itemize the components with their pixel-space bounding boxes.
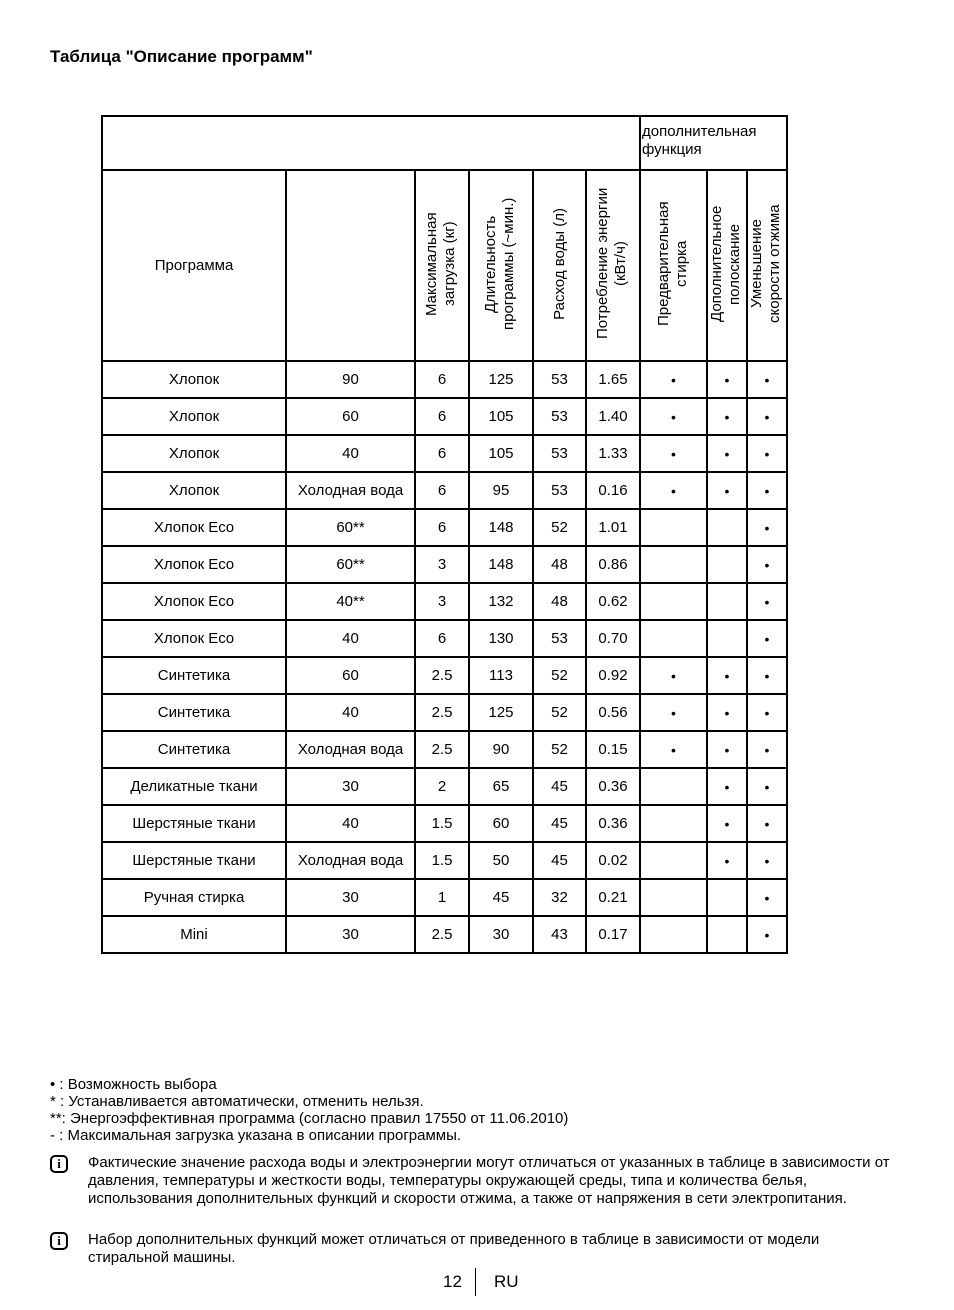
cell-energy: 0.02 [586, 842, 640, 879]
cell-spin-reduce: • [747, 879, 787, 916]
additional-function-header: дополнительная функция [640, 116, 787, 170]
cell-max-load: 6 [415, 509, 469, 546]
cell-extra-rinse [707, 509, 747, 546]
cell-duration: 148 [469, 546, 533, 583]
cell-max-load: 3 [415, 583, 469, 620]
cell-duration: 30 [469, 916, 533, 953]
cell-temperature: 60** [286, 509, 415, 546]
language-code: RU [494, 1272, 519, 1291]
header-prewash: Предварительная стирка [640, 170, 707, 361]
cell-water: 52 [533, 694, 586, 731]
cell-extra-rinse: • [707, 472, 747, 509]
cell-max-load: 6 [415, 620, 469, 657]
cell-extra-rinse [707, 879, 747, 916]
cell-program: Хлопок Eco [102, 583, 286, 620]
cell-temperature: 40 [286, 620, 415, 657]
table-body [102, 361, 787, 953]
table-row [102, 916, 787, 953]
cell-extra-rinse: • [707, 805, 747, 842]
cell-extra-rinse: • [707, 435, 747, 472]
cell-energy: 0.62 [586, 583, 640, 620]
cell-duration: 105 [469, 435, 533, 472]
cell-program: Синтетика [102, 731, 286, 768]
cell-temperature: Холодная вода [286, 472, 415, 509]
cell-energy: 0.56 [586, 694, 640, 731]
cell-water: 53 [533, 361, 586, 398]
cell-temperature: 40 [286, 435, 415, 472]
cell-max-load: 6 [415, 435, 469, 472]
cell-duration: 125 [469, 694, 533, 731]
cell-water: 48 [533, 546, 586, 583]
cell-duration: 132 [469, 583, 533, 620]
cell-duration: 125 [469, 361, 533, 398]
legend-item: - : Максимальная загрузка указана в описании программы. [50, 1127, 462, 1144]
cell-extra-rinse: • [707, 398, 747, 435]
cell-max-load: 6 [415, 472, 469, 509]
cell-max-load: 6 [415, 361, 469, 398]
cell-spin-reduce: • [747, 620, 787, 657]
cell-program: Синтетика [102, 657, 286, 694]
cell-prewash: • [640, 361, 707, 398]
cell-temperature: 60 [286, 657, 415, 694]
info-icon: i [50, 1232, 68, 1250]
table-row [102, 472, 787, 509]
cell-prewash: • [640, 657, 707, 694]
cell-water: 32 [533, 879, 586, 916]
table-row [102, 398, 787, 435]
cell-temperature: Холодная вода [286, 842, 415, 879]
cell-program: Ручная стирка [102, 879, 286, 916]
cell-max-load: 2.5 [415, 657, 469, 694]
cell-duration: 60 [469, 805, 533, 842]
cell-extra-rinse: • [707, 731, 747, 768]
header-max-load: Максимальная загрузка (кг) [415, 170, 469, 361]
cell-duration: 105 [469, 398, 533, 435]
cell-prewash [640, 546, 707, 583]
cell-water: 43 [533, 916, 586, 953]
info-note [50, 1154, 890, 1208]
cell-spin-reduce: • [747, 731, 787, 768]
table-row [102, 546, 787, 583]
cell-energy: 1.40 [586, 398, 640, 435]
cell-temperature: Холодная вода [286, 731, 415, 768]
header-duration: Длительность программы (~мин.) [469, 170, 533, 361]
cell-water: 52 [533, 731, 586, 768]
cell-energy: 0.17 [586, 916, 640, 953]
cell-spin-reduce: • [747, 768, 787, 805]
cell-extra-rinse [707, 620, 747, 657]
cell-extra-rinse [707, 916, 747, 953]
cell-energy: 0.86 [586, 546, 640, 583]
table-row [102, 509, 787, 546]
cell-spin-reduce: • [747, 435, 787, 472]
header-temperature [286, 170, 415, 361]
cell-energy: 1.65 [586, 361, 640, 398]
cell-duration: 65 [469, 768, 533, 805]
info-note-text: Фактические значение расхода воды и электроэнергии могут отличаться от указанных в таблице в зависимости от давления, температуры и жесткости воды, температуры окружающей среды, типа и количества белья, использования дополнительных функций и скорости отжима, а также от напряжения в сети электропитания. [88, 1154, 890, 1207]
cell-spin-reduce: • [747, 916, 787, 953]
table-row [102, 583, 787, 620]
cell-energy: 0.21 [586, 879, 640, 916]
cell-spin-reduce: • [747, 472, 787, 509]
cell-prewash [640, 620, 707, 657]
cell-spin-reduce: • [747, 546, 787, 583]
cell-spin-reduce: • [747, 509, 787, 546]
info-note-text: Набор дополнительных функций может отличаться от приведенного в таблице в зависимости от модели стиральной машины. [88, 1231, 820, 1266]
cell-extra-rinse [707, 546, 747, 583]
cell-extra-rinse: • [707, 694, 747, 731]
table-row [102, 435, 787, 472]
header-extra-rinse: Дополнительное полоскание [707, 170, 747, 361]
legend-item: • : Возможность выбора [50, 1076, 217, 1093]
cell-temperature: 40 [286, 805, 415, 842]
cell-water: 48 [533, 583, 586, 620]
cell-water: 53 [533, 435, 586, 472]
cell-temperature: 60** [286, 546, 415, 583]
cell-water: 53 [533, 620, 586, 657]
cell-water: 52 [533, 509, 586, 546]
cell-energy: 1.33 [586, 435, 640, 472]
cell-max-load: 3 [415, 546, 469, 583]
table-row [102, 805, 787, 842]
cell-max-load: 6 [415, 398, 469, 435]
cell-duration: 50 [469, 842, 533, 879]
cell-prewash [640, 583, 707, 620]
cell-prewash: • [640, 694, 707, 731]
cell-extra-rinse: • [707, 657, 747, 694]
table-row [102, 361, 787, 398]
cell-program: Хлопок [102, 472, 286, 509]
cell-spin-reduce: • [747, 361, 787, 398]
cell-duration: 95 [469, 472, 533, 509]
info-icon: i [50, 1155, 68, 1173]
cell-prewash: • [640, 435, 707, 472]
cell-extra-rinse: • [707, 768, 747, 805]
header-water: Расход воды (л) [533, 170, 586, 361]
cell-max-load: 2.5 [415, 731, 469, 768]
cell-prewash [640, 805, 707, 842]
cell-energy: 0.70 [586, 620, 640, 657]
cell-water: 53 [533, 472, 586, 509]
page-number: 12 [443, 1272, 462, 1291]
cell-temperature: 60 [286, 398, 415, 435]
cell-water: 45 [533, 805, 586, 842]
cell-spin-reduce: • [747, 583, 787, 620]
cell-temperature: 30 [286, 916, 415, 953]
cell-max-load: 1.5 [415, 842, 469, 879]
cell-water: 52 [533, 657, 586, 694]
cell-duration: 130 [469, 620, 533, 657]
cell-spin-reduce: • [747, 694, 787, 731]
legend [50, 1076, 568, 1144]
cell-spin-reduce: • [747, 842, 787, 879]
header-program: Программа [102, 170, 286, 361]
cell-temperature: 40 [286, 694, 415, 731]
cell-energy: 0.36 [586, 768, 640, 805]
cell-max-load: 1.5 [415, 805, 469, 842]
cell-duration: 148 [469, 509, 533, 546]
footer-divider [475, 1268, 476, 1296]
cell-water: 45 [533, 842, 586, 879]
cell-program: Синтетика [102, 694, 286, 731]
cell-duration: 90 [469, 731, 533, 768]
cell-prewash [640, 509, 707, 546]
cell-energy: 1.01 [586, 509, 640, 546]
cell-temperature: 90 [286, 361, 415, 398]
page-title: Таблица "Описание программ" [50, 47, 313, 66]
cell-program: Хлопок Eco [102, 546, 286, 583]
header-blank [102, 116, 640, 170]
cell-spin-reduce: • [747, 657, 787, 694]
legend-item: * : Устанавливается автоматически, отменить нельзя. [50, 1093, 424, 1110]
cell-water: 45 [533, 768, 586, 805]
cell-program: Хлопок Eco [102, 620, 286, 657]
cell-program: Хлопок Eco [102, 509, 286, 546]
cell-duration: 45 [469, 879, 533, 916]
cell-energy: 0.36 [586, 805, 640, 842]
cell-prewash: • [640, 398, 707, 435]
cell-prewash [640, 842, 707, 879]
cell-energy: 0.16 [586, 472, 640, 509]
cell-program: Хлопок [102, 435, 286, 472]
cell-temperature: 30 [286, 768, 415, 805]
cell-extra-rinse: • [707, 842, 747, 879]
cell-program: Хлопок [102, 361, 286, 398]
cell-max-load: 2.5 [415, 694, 469, 731]
cell-energy: 0.92 [586, 657, 640, 694]
cell-program: Шерстяные ткани [102, 805, 286, 842]
table-row [102, 879, 787, 916]
cell-extra-rinse: • [707, 361, 747, 398]
cell-max-load: 1 [415, 879, 469, 916]
legend-item: **: Энергоэффективная программа (согласно правил 17550 от 11.06.2010) [50, 1110, 569, 1127]
info-note [50, 1231, 890, 1267]
header-spin-reduce: Уменьшение скорости отжима [747, 170, 787, 361]
cell-max-load: 2 [415, 768, 469, 805]
cell-program: Шерстяные ткани [102, 842, 286, 879]
cell-temperature: 40** [286, 583, 415, 620]
header-energy: Потребление энергии (кВт/ч) [586, 170, 640, 361]
table-row [102, 694, 787, 731]
cell-max-load: 2.5 [415, 916, 469, 953]
table-row [102, 620, 787, 657]
cell-water: 53 [533, 398, 586, 435]
program-table [101, 115, 788, 954]
cell-program: Mini [102, 916, 286, 953]
cell-prewash [640, 768, 707, 805]
cell-spin-reduce: • [747, 805, 787, 842]
cell-prewash [640, 879, 707, 916]
cell-temperature: 30 [286, 879, 415, 916]
cell-program: Хлопок [102, 398, 286, 435]
cell-extra-rinse [707, 583, 747, 620]
table-row [102, 731, 787, 768]
cell-prewash: • [640, 731, 707, 768]
cell-prewash: • [640, 472, 707, 509]
table-row [102, 657, 787, 694]
table-row [102, 768, 787, 805]
cell-energy: 0.15 [586, 731, 640, 768]
cell-prewash [640, 916, 707, 953]
table-row [102, 842, 787, 879]
cell-program: Деликатные ткани [102, 768, 286, 805]
cell-duration: 113 [469, 657, 533, 694]
cell-spin-reduce: • [747, 398, 787, 435]
